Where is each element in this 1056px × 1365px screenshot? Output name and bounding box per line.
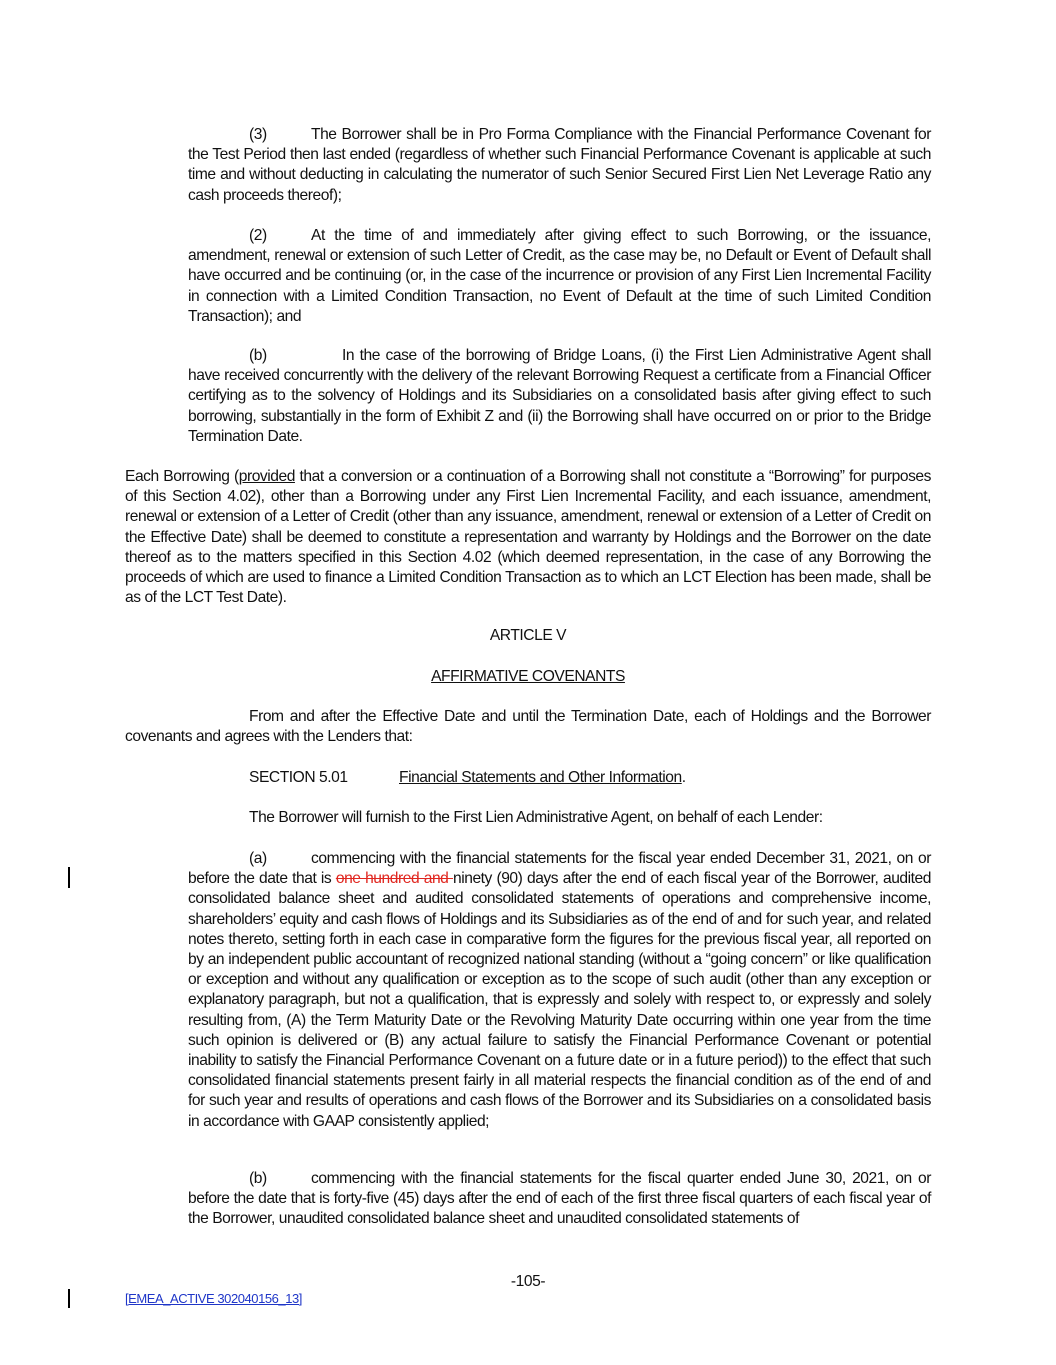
each-borrowing-text: that a conversion or a continuation of a Borrowing shall not constitute a “Borrowing” for purposes of this Section 4.02), other than a Borrowing under any First Lien Incremental Facility, and each issuance, amendment, renewal or extension of a Letter of Credit (other than any issuance, amendment, renewal or extension of a Letter of Credit on the Effective Date) shall be deemed to constitute a representation and warranty by Holdings and the Borrower on the date thereof as to the matters specified in this Section 4.02 (which deemed representation, in the case of any Borrowing the proceeds of which are used to finance a Limited Condition Transaction as to which an LCT Election has been made, shall be as of the LCT Test Date). <box>125 468 932 607</box>
each-borrowing-intro: Each Borrowing ( <box>125 468 239 485</box>
document-id-link[interactable]: [EMEA_ACTIVE 302040156_13] <box>125 1291 302 1306</box>
paragraph-2-text: At the time of and immediately after giving effect to such Borrowing, or the issuance, amendment, renewal or extension of such Letter of Credit, as the case may be, no Default or Event of Default shall have occurred and be continuing (or, in the case of the incurrence or provision of any First Lien Incremental Facility in connection with a Limited Condition Transaction, no Event of Default at the time of such Limited Condition Transaction); and <box>188 227 931 325</box>
section-title-period: . <box>681 769 686 786</box>
change-bar <box>68 867 70 888</box>
provided-term: provided <box>238 468 295 485</box>
footer-change-bar <box>68 1289 70 1308</box>
paragraph-2-number: (2) <box>249 227 267 244</box>
paragraph-b-quarterly-statements <box>188 1169 931 1230</box>
each-borrowing-paragraph <box>125 467 931 608</box>
section-5-01-heading <box>249 768 949 788</box>
deleted-text: one hundred and <box>335 870 453 888</box>
page-number: -105- <box>510 1273 546 1290</box>
from-after-text: From and after the Effective Date and until the Termination Date, each of Holdings and the Borrower covenants and agrees with the Lenders that: <box>125 708 931 746</box>
paragraph-b-text: In the case of the borrowing of Bridge Loans, (i) the First Lien Administrative Agent shall have received concurrently with the delivery of the relevant Borrowing Request a certificate from a Financial Officer certifying as to the solvency of Holdings and its Subsidiaries on a consolidated basis after giving effect to such borrowing, substantially in the form of Exhibit Z and (ii) the Borrowing shall have occurred on or prior to the Bridge Termination Date. <box>188 347 931 445</box>
paragraph-3-number: (3) <box>249 126 267 143</box>
paragraph-a-text-rest: ninety (90) days after the end of each fiscal year of the Borrower, audited consolidated balance sheet and audited consolidated statements of operations and comprehensive income, shareholders’ equity and cash flows of Holdings and its Subsidiaries as of the end of and for such year, and related notes thereto, setting forth in each case in comparative form the figures for the previous fiscal year, all reported on by an independent public accountant of recognized national standing (without a “going concern” or like qualification or exception and without any qualification or exception as to the scope of such audit (other than any exception or explanatory paragraph, but not a qualification, that is expressly and solely with respect to, or expressly and solely resulting from, (A) the Term Maturity Date or the Revolving Maturity Date occurring within one year from the time such opinion is delivered or (B) any actual failure to satisfy the Financial Performance Covenant or potential inability to satisfy the Financial Performance Covenant on a future date or in a future period)) to the effect that such consolidated financial statements present fairly in all material respects the financial condition as of the end of and for such year and results of operations and cash flows of the Borrower and its Subsidiaries on a consolidated basis in accordance with GAAP consistently applied; <box>188 870 931 1130</box>
article-title-text: AFFIRMATIVE COVENANTS <box>431 668 625 685</box>
paragraph-b2-number: (b) <box>249 1170 267 1187</box>
furnish-paragraph: The Borrower will furnish to the First Lien Administrative Agent, on behalf of each Lender: <box>249 809 823 826</box>
paragraph-a-text-start: commencing with the financial statements for the fiscal year ended December 31, 2021, on or before the date that is <box>188 850 931 888</box>
paragraph-a-number: (a) <box>249 850 267 867</box>
paragraph-a-annual-statements <box>188 849 931 1132</box>
section-title: Financial Statements and Other Information <box>399 769 682 786</box>
paragraph-b-bridge-loans <box>188 346 931 447</box>
section-number: SECTION 5.01 <box>249 769 348 786</box>
paragraph-3 <box>188 125 931 206</box>
paragraph-b2-text: commencing with the financial statements for the fiscal quarter ended June 30, 2021, on or before the date that is forty-five (45) days after the end of each of the first three fiscal quarters of each fiscal year of the Borrower, unaudited consolidated balance sheet and unaudited consolidated statements of <box>188 1170 931 1228</box>
article-title <box>125 667 931 687</box>
article-heading: ARTICLE V <box>489 627 567 644</box>
paragraph-3-text: The Borrower shall be in Pro Forma Compliance with the Financial Performance Covenant for the Test Period then last ended (regardless of whether such Financial Performance Covenant is applicable at such time and without deducting in calculating the numerator of such Senior Secured First Lien Net Leverage Ratio any cash proceeds thereof); <box>188 126 931 204</box>
from-after-paragraph <box>125 707 931 747</box>
paragraph-b-number: (b) <box>249 347 267 364</box>
paragraph-2 <box>188 226 931 327</box>
